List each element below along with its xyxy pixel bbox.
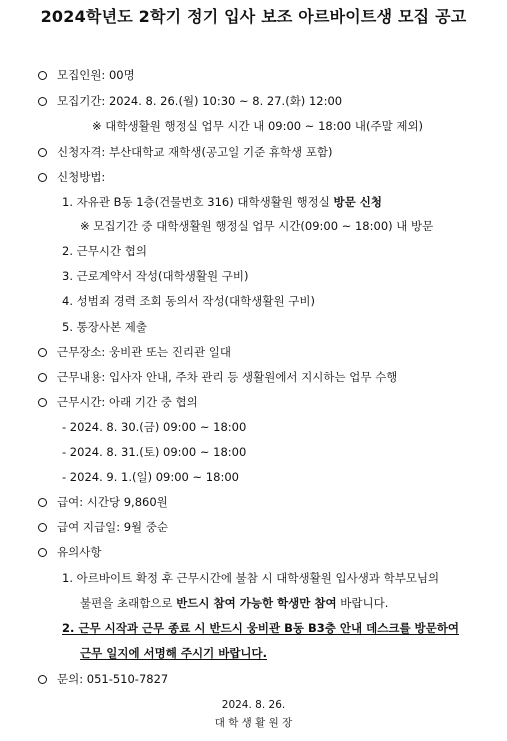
qualification-item: [38, 145, 333, 159]
period-note: ※ 대학생활원 행정실 업무 시간 내 09:00 ~ 18:00 내(주말 제외): [92, 119, 424, 133]
method-step-1-emphasis: 방문 신청: [333, 195, 382, 209]
note-1-end: 바랍니다.: [336, 596, 389, 610]
notice-date: 2024. 8. 26.: [221, 699, 286, 711]
circle-bullet-icon: [38, 148, 47, 157]
circle-bullet-icon: [38, 348, 47, 357]
note-1-emphasis: 반드시 참여 가능한 학생만 참여: [176, 596, 337, 610]
method-heading-text: 신청방법:: [57, 170, 106, 184]
payday-text: 급여 지급일: 9월 중순: [57, 520, 169, 534]
hours-heading-text: 근무시간: 아래 기간 중 협의: [57, 395, 198, 409]
notes-heading-item: [38, 545, 101, 559]
wage-item: [38, 495, 168, 509]
wage-text: 급여: 시간당 9,860원: [57, 495, 168, 509]
circle-bullet-icon: [38, 675, 47, 684]
circle-bullet-icon: [38, 523, 47, 532]
period-text: 모집기간: 2024. 8. 26.(월) 10:30 ~ 8. 27.(화) 12:00: [57, 94, 343, 108]
notes-heading-text: 유의사항: [57, 545, 102, 559]
method-step-4: 4. 성범죄 경력 조회 동의서 작성(대학생활원 구비): [62, 294, 315, 308]
note-2-line-2: 근무 일지에 서명해 주시기 바랍니다.: [80, 646, 268, 660]
notice-title: 2024학년도 2학기 정기 입사 보조 아르바이트생 모집 공고: [40, 7, 467, 26]
circle-bullet-icon: [38, 548, 47, 557]
hours-date-1: - 2024. 8. 30.(금) 09:00 ~ 18:00: [62, 420, 247, 434]
method-step-1: [62, 195, 382, 209]
circle-bullet-icon: [38, 498, 47, 507]
recruit-count-text: 모집인원: 00명: [57, 68, 135, 82]
location-text: 근무장소: 웅비관 또는 진리관 일대: [57, 345, 232, 359]
note-1-text: 불편을 초래함으로: [80, 596, 177, 610]
circle-bullet-icon: [38, 373, 47, 382]
circle-bullet-icon: [38, 71, 47, 80]
hours-heading-item: [38, 395, 198, 409]
method-step-2: 2. 근무시간 협의: [62, 244, 147, 258]
qualification-text: 신청자격: 부산대학교 재학생(공고일 기준 휴학생 포함): [57, 145, 333, 159]
duty-item: [38, 370, 397, 384]
method-step-1-note: ※ 모집기간 중 대학생활원 행정실 업무 시간(09:00 ~ 18:00) 내 방문: [80, 219, 434, 233]
circle-bullet-icon: [38, 97, 47, 106]
note-1-line-2: [80, 596, 388, 610]
note-1-line-1: 1. 아르바이트 확정 후 근무시간에 불참 시 대학생활원 입사생과 학부모님의: [62, 571, 440, 585]
circle-bullet-icon: [38, 398, 47, 407]
recruit-count-item: [38, 68, 135, 82]
period-item: [38, 94, 342, 108]
note-2-line-1: 2. 근무 시작과 근무 종료 시 반드시 웅비관 B동 B3층 안내 데스크를 방문하여: [62, 621, 459, 635]
contact-text: 문의: 051-510-7827: [57, 672, 169, 686]
method-step-1-text: 1. 자유관 B동 1층(건물번호 316) 대학생활원 행정실: [62, 195, 334, 209]
contact-item: [38, 672, 168, 686]
hours-date-2: - 2024. 8. 31.(토) 09:00 ~ 18:00: [62, 445, 247, 459]
hours-date-3: - 2024. 9. 1.(일) 09:00 ~ 18:00: [62, 470, 239, 484]
notice-issuer: 대 학 생 활 원 장: [214, 717, 293, 729]
method-step-3: 3. 근로계약서 작성(대학생활원 구비): [62, 269, 249, 283]
duty-text: 근무내용: 입사자 안내, 주차 관리 등 생활원에서 지시하는 업무 수행: [57, 370, 398, 384]
payday-item: [38, 520, 168, 534]
circle-bullet-icon: [38, 173, 47, 182]
method-heading-item: [38, 170, 105, 184]
method-step-5: 5. 통장사본 제출: [62, 320, 147, 334]
location-item: [38, 345, 231, 359]
